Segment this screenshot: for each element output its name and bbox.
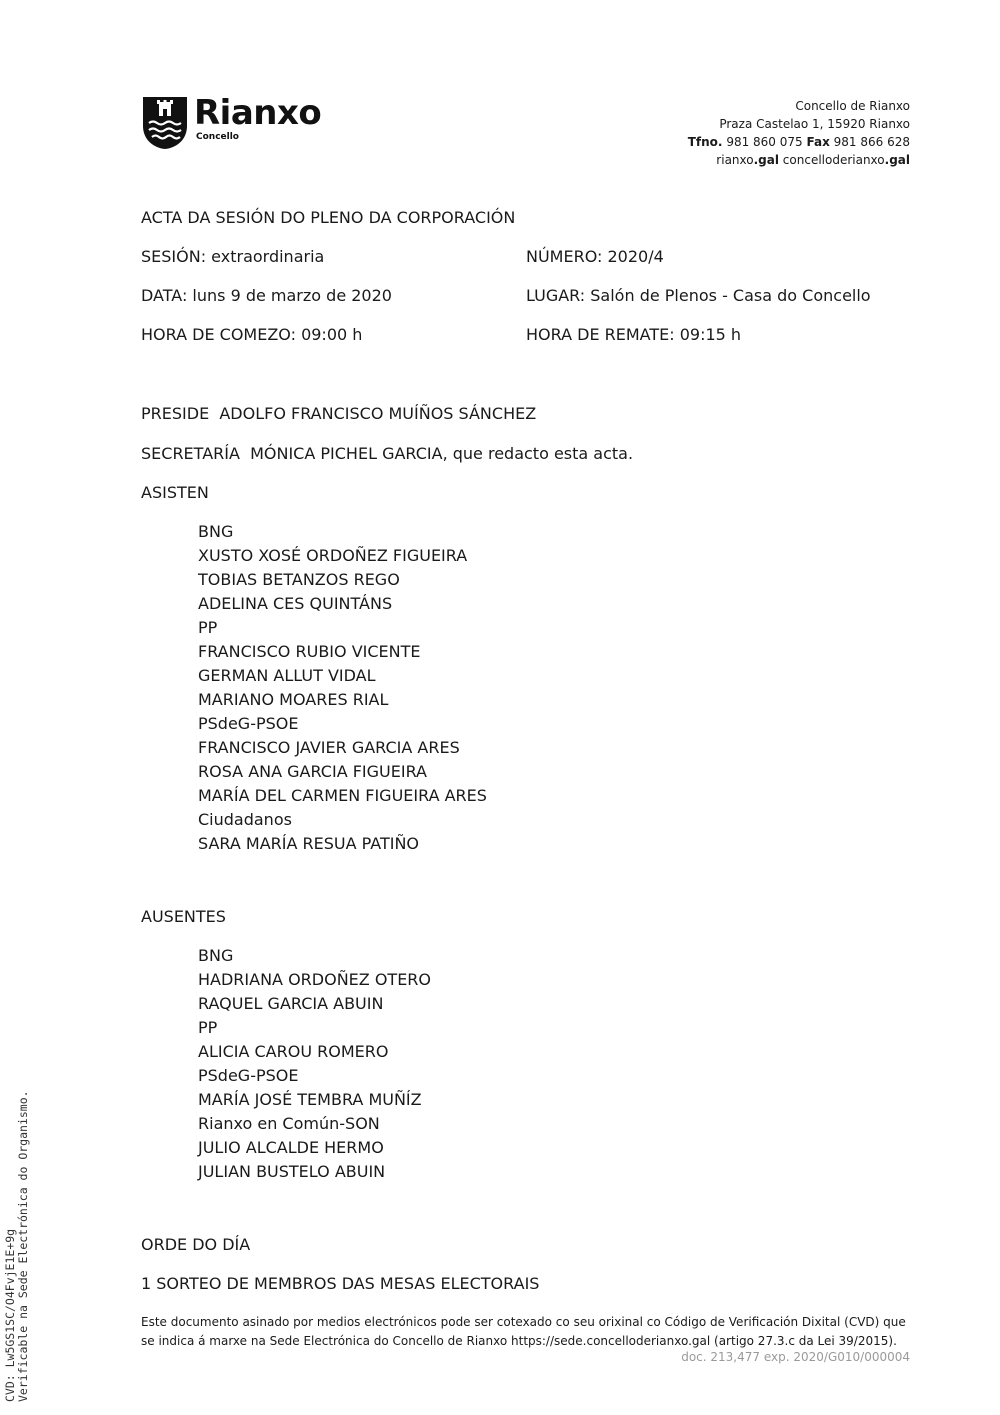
list-item: JULIAN BUSTELO ABUIN xyxy=(198,1162,386,1181)
data-field: DATA: luns 9 de marzo de 2020 xyxy=(141,286,392,305)
list-item: MARÍA JOSÉ TEMBRA MUÑÍZ xyxy=(198,1090,422,1109)
lugar-field: LUGAR: Salón de Plenos - Casa do Concello xyxy=(526,286,871,305)
list-item: ADELINA CES QUINTÁNS xyxy=(198,594,393,613)
list-item: JULIO ALCALDE HERMO xyxy=(198,1138,384,1157)
address-line1: Concello de Rianxo xyxy=(795,99,910,113)
list-item: SARA MARÍA RESUA PATIÑO xyxy=(198,834,420,853)
address-block xyxy=(688,97,910,169)
list-item: ROSA ANA GARCIA FIGUEIRA xyxy=(198,762,427,781)
rianxo-logo xyxy=(142,93,322,150)
list-item: PP xyxy=(198,1018,218,1037)
cvd-verification: Verificable na Sede Electrónica do Organismo. xyxy=(16,1090,30,1402)
list-item: HADRIANA ORDOÑEZ OTERO xyxy=(198,970,432,989)
cvd-code: CVD: Lw5GS1SC/O4FvjE1E+9g xyxy=(3,1228,17,1402)
orde-heading: ORDE DO DÍA xyxy=(141,1235,251,1254)
fax-label: Fax xyxy=(806,135,830,149)
web2-suffix: .gal xyxy=(884,153,910,167)
list-item: PP xyxy=(198,618,218,637)
address-line2: Praza Castelao 1, 15920 Rianxo xyxy=(719,117,910,131)
list-item: FRANCISCO JAVIER GARCIA ARES xyxy=(198,738,460,757)
hora-remate-field: HORA DE REMATE: 09:15 h xyxy=(526,325,742,344)
list-item: TOBIAS BETANZOS REGO xyxy=(198,570,400,589)
ausentes-heading: AUSENTES xyxy=(141,907,226,926)
shield-icon xyxy=(142,96,188,150)
list-item: Ciudadanos xyxy=(198,810,292,829)
list-item: BNG xyxy=(198,946,234,965)
document-reference: doc. 213,477 exp. 2020/G010/000004 xyxy=(681,1350,910,1364)
acta-title: ACTA DA SESIÓN DO PLENO DA CORPORACIÓN xyxy=(141,208,516,227)
fax-number: 981 866 628 xyxy=(833,135,910,149)
verification-note: Este documento asinado por medios electrónicos pode ser cotexado co seu orixinal co Código de Verificación Dixital (CVD) que se indica á marxe na Sede Electrónica do Concello de Rianxo https://sede.concelloderianxo.gal (artigo 27.3.c da Lei 39/2015). xyxy=(141,1315,906,1348)
ausentes-list xyxy=(198,944,431,1184)
list-item: PSdeG-PSOE xyxy=(198,714,299,733)
tel-label: Tfno. xyxy=(687,135,723,149)
address-phones xyxy=(688,133,910,151)
list-item: MARIANO MOARES RIAL xyxy=(198,690,389,709)
tel-number: 981 860 075 xyxy=(726,135,803,149)
orde-item: 1 SORTEO DE MEMBROS DAS MESAS ELECTORAIS xyxy=(141,1274,540,1293)
address-web xyxy=(688,151,910,169)
list-item: RAQUEL GARCIA ABUIN xyxy=(198,994,384,1013)
asisten-list xyxy=(198,520,487,856)
asisten-heading: ASISTEN xyxy=(141,483,209,502)
sesion-field: SESIÓN: extraordinaria xyxy=(141,247,325,266)
list-item: XUSTO XOSÉ ORDOÑEZ FIGUEIRA xyxy=(198,546,468,565)
list-item: MARÍA DEL CARMEN FIGUEIRA ARES xyxy=(198,786,487,805)
list-item: BNG xyxy=(198,522,234,541)
logo-name: Rianxo xyxy=(194,93,322,133)
list-item: GERMAN ALLUT VIDAL xyxy=(198,666,376,685)
numero-field: NÚMERO: 2020/4 xyxy=(526,247,664,266)
list-item: Rianxo en Común-SON xyxy=(198,1114,380,1133)
secretaria-line: SECRETARÍA MÓNICA PICHEL GARCIA, que redacto esta acta. xyxy=(141,444,634,463)
cvd-margin-text xyxy=(4,1090,30,1402)
list-item: FRANCISCO RUBIO VICENTE xyxy=(198,642,421,661)
logo-subtitle: Concello xyxy=(196,132,239,142)
list-item: ALICIA CAROU ROMERO xyxy=(198,1042,389,1061)
preside-line: PRESIDE ADOLFO FRANCISCO MUÍÑOS SÁNCHEZ xyxy=(141,404,537,423)
web1-suffix: .gal xyxy=(753,153,779,167)
list-item: PSdeG-PSOE xyxy=(198,1066,299,1085)
web1-prefix: rianxo xyxy=(716,153,754,167)
hora-comezo-field: HORA DE COMEZO: 09:00 h xyxy=(141,325,363,344)
web2-prefix: concelloderianxo xyxy=(782,153,885,167)
